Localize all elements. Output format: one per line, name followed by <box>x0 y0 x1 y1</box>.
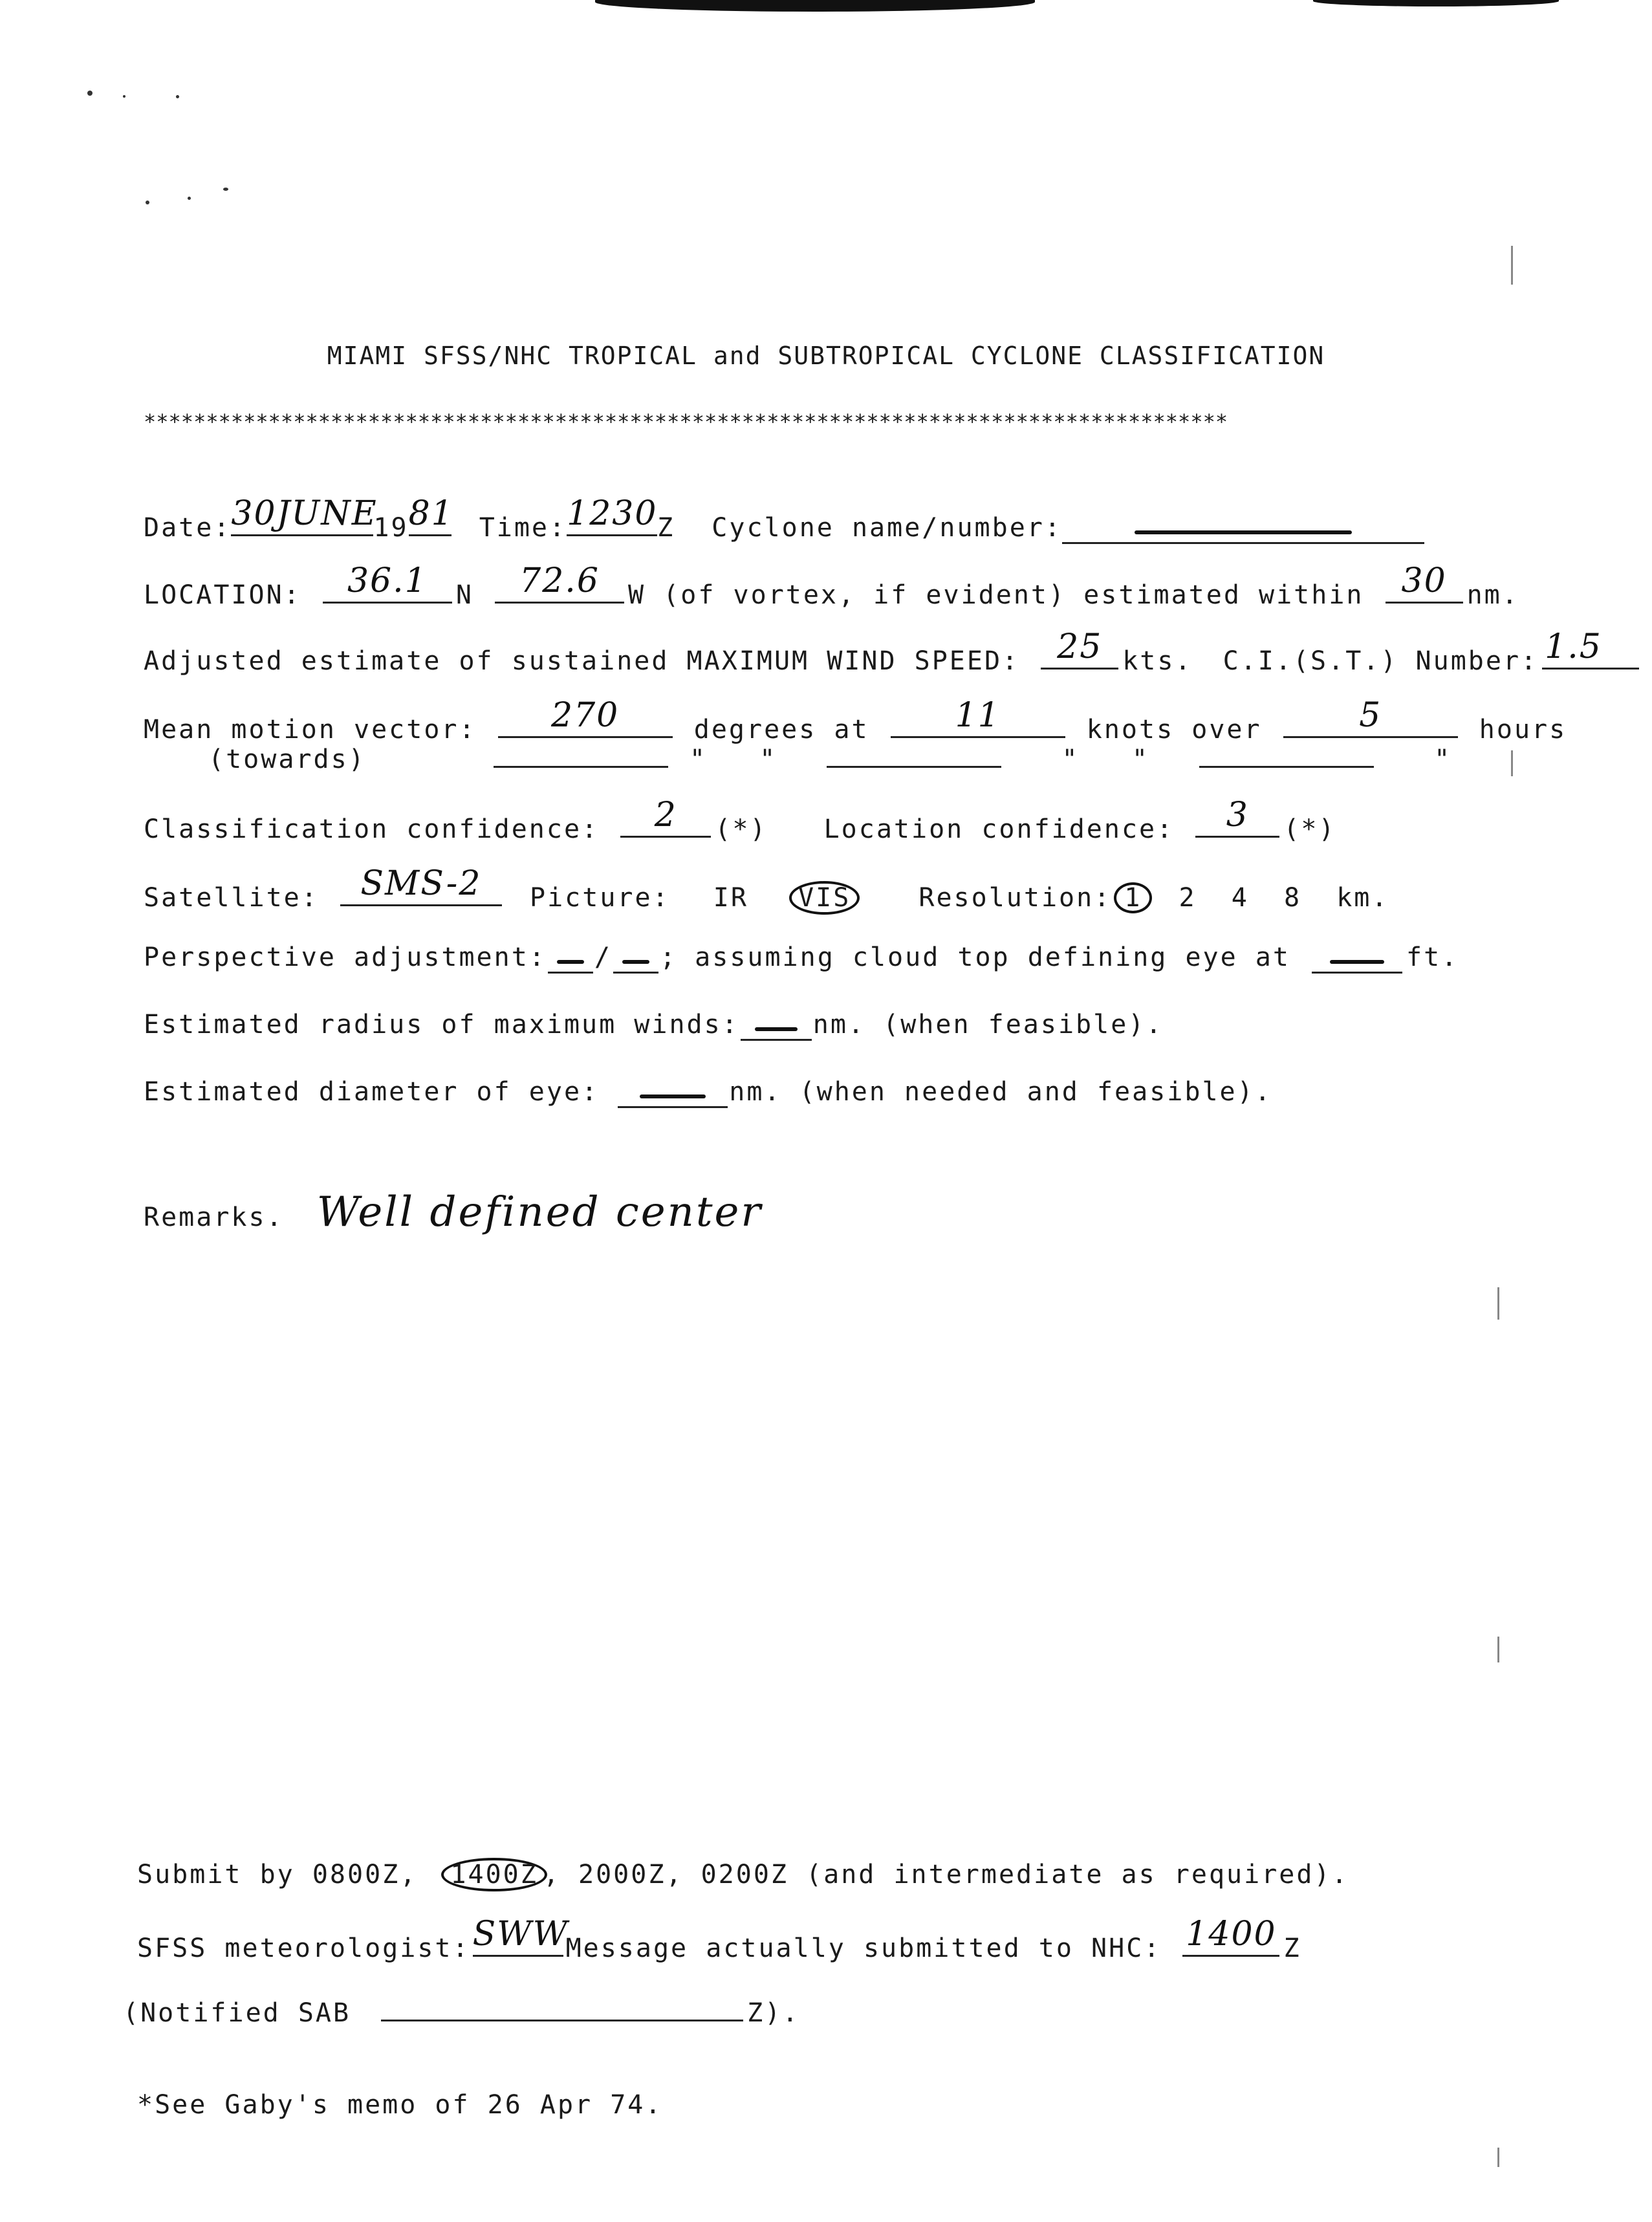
picture-vis-option-selected[interactable]: VIS <box>789 881 860 915</box>
radius-field[interactable] <box>741 1008 812 1041</box>
latitude-suffix: N <box>455 580 473 610</box>
meteorologist-field[interactable] <box>472 1915 569 1957</box>
perspective-field-1[interactable] <box>548 941 593 974</box>
resolution-options: 2 4 8 km. <box>1179 883 1389 913</box>
location-line <box>144 561 1555 612</box>
scan-speck <box>123 95 125 98</box>
radius-label: Estimated radius of maximum winds: <box>144 1010 739 1040</box>
motion-degrees-field[interactable] <box>498 696 673 738</box>
longitude-field[interactable] <box>495 561 624 604</box>
wind-speed-field[interactable] <box>1041 627 1118 670</box>
motion-knots-field[interactable] <box>891 696 1065 738</box>
motion-hours-field[interactable] <box>1283 696 1458 738</box>
motion-hours-value: 5 <box>1359 696 1382 735</box>
perspective-slash: / <box>594 942 612 972</box>
within-value: 30 <box>1401 561 1447 600</box>
year-value: 81 <box>408 494 454 533</box>
scan-edge-line <box>1511 246 1513 285</box>
towards-line <box>144 735 1555 776</box>
classification-confidence-field[interactable] <box>620 796 711 838</box>
notified-line <box>123 1988 1555 2030</box>
date-line <box>144 494 1555 545</box>
time-field[interactable] <box>567 494 658 536</box>
meteorologist-line <box>137 1915 1555 1965</box>
scan-speck <box>146 201 149 204</box>
submit-1400z-circled[interactable]: 1400Z <box>441 1858 547 1891</box>
star-divider: *************************************************************************************** <box>144 409 1228 434</box>
remarks-label: Remarks. <box>144 1203 284 1232</box>
message-submitted-suffix: Z <box>1283 1933 1301 1963</box>
year-prefix: 19 <box>373 513 409 543</box>
message-submitted-field[interactable] <box>1182 1915 1279 1957</box>
location-confidence-value: 3 <box>1226 796 1249 834</box>
towards-knots-field[interactable] <box>827 735 1001 768</box>
knots-label: knots over <box>1086 715 1262 745</box>
cloud-top-unit: ft. <box>1406 942 1459 972</box>
satellite-field[interactable] <box>340 864 502 906</box>
hours-label: hours <box>1479 715 1567 745</box>
motion-knots-value: 11 <box>955 696 1001 735</box>
date-label: Date: <box>144 513 232 543</box>
notified-label: (Notified SAB <box>123 1998 351 2028</box>
towards-label: (towards) <box>208 745 366 774</box>
message-submitted-label: Message actually submitted to NHC: <box>565 1933 1162 1963</box>
ci-number-value: 1.5 <box>1545 627 1602 666</box>
diameter-field[interactable] <box>618 1075 728 1108</box>
ci-number-field[interactable] <box>1542 627 1639 670</box>
diameter-label: Estimated diameter of eye: <box>144 1077 600 1107</box>
classification-confidence-value: 2 <box>654 796 677 834</box>
message-submitted-value: 1400 <box>1186 1915 1277 1954</box>
cyclone-label: Cyclone name/number: <box>712 513 1062 543</box>
satellite-value: SMS-2 <box>360 864 482 903</box>
wind-speed-value: 25 <box>1057 627 1103 666</box>
scan-top-edge-mark <box>595 0 1035 12</box>
perspective-line <box>144 941 1555 974</box>
perspective-label: Perspective adjustment: <box>144 942 547 972</box>
scan-top-edge-mark-right <box>1313 0 1559 6</box>
within-field[interactable] <box>1386 561 1463 604</box>
confidence-line <box>144 796 1555 846</box>
ditto-mark: " " <box>1061 745 1149 774</box>
within-unit: nm. <box>1466 580 1519 610</box>
diameter-unit: nm. (when needed and feasible). <box>729 1077 1272 1107</box>
scan-edge-line <box>1497 2148 1499 2167</box>
resolution-label: Resolution: <box>918 883 1112 913</box>
degrees-label: degrees at <box>693 715 869 745</box>
location-confidence-field[interactable] <box>1195 796 1279 838</box>
picture-ir-option[interactable]: IR <box>713 883 748 913</box>
latitude-value: 36.1 <box>347 561 428 600</box>
location-footnote-mark: (*) <box>1283 814 1336 844</box>
time-suffix: Z <box>657 513 675 543</box>
perspective-mid-text: ; assuming cloud top defining eye at <box>659 942 1290 972</box>
scan-edge-line <box>1497 1637 1499 1662</box>
picture-label: Picture: <box>530 883 670 913</box>
perspective-field-2[interactable] <box>613 941 658 974</box>
form-title: MIAMI SFSS/NHC TROPICAL and SUBTROPICAL CYCLONE CLASSIFICATION <box>327 342 1325 370</box>
date-value: 30JUNE <box>231 494 378 533</box>
remarks-value[interactable]: Well defined center <box>316 1188 763 1236</box>
date-field[interactable] <box>231 494 378 536</box>
radius-line <box>144 1008 1555 1041</box>
scan-speck <box>176 95 179 98</box>
longitude-suffix: W (of vortex, if evident) estimated within <box>628 580 1364 610</box>
ci-number-label: C.I.(S.T.) Number: <box>1223 646 1539 676</box>
satellite-line <box>144 864 1555 915</box>
meteorologist-value: SWW <box>472 1915 569 1954</box>
year-field[interactable] <box>408 494 454 536</box>
wind-speed-label: Adjusted estimate of sustained MAXIMUM WIND SPEED: <box>144 646 1020 676</box>
cyclone-name-field[interactable] <box>1062 511 1424 544</box>
latitude-field[interactable] <box>323 561 452 604</box>
diameter-line <box>144 1075 1555 1109</box>
resolution-1-selected[interactable]: 1 <box>1114 882 1152 913</box>
towards-hours-field[interactable] <box>1199 735 1374 768</box>
notified-sab-field[interactable] <box>381 1988 743 2021</box>
longitude-value: 72.6 <box>519 561 600 600</box>
notified-suffix: Z). <box>747 1998 800 2028</box>
ditto-mark: " " <box>689 745 777 774</box>
time-label: Time: <box>479 513 567 543</box>
location-label: LOCATION: <box>144 580 301 610</box>
scan-speck <box>188 197 191 200</box>
submit-line <box>137 1858 1555 1891</box>
scan-edge-line <box>1497 1287 1499 1320</box>
cloud-top-height-field[interactable] <box>1312 941 1402 974</box>
footnote: *See Gaby's memo of 26 Apr 74. <box>137 2090 663 2120</box>
ditto-mark-single: " <box>1434 745 1452 774</box>
scan-speck <box>223 188 228 191</box>
remarks-line <box>144 1188 1555 1236</box>
classification-confidence-label: Classification confidence: <box>144 814 600 844</box>
radius-unit: nm. (when feasible). <box>812 1010 1164 1040</box>
time-value: 1230 <box>567 494 658 533</box>
motion-degrees-value: 270 <box>551 696 620 735</box>
wind-speed-line <box>144 627 1602 678</box>
motion-label: Mean motion vector: <box>144 715 477 745</box>
classification-footnote-mark: (*) <box>715 814 768 844</box>
location-confidence-label: Location confidence: <box>823 814 1175 844</box>
towards-degrees-field[interactable] <box>494 735 668 768</box>
meteorologist-label: SFSS meteorologist: <box>137 1933 470 1963</box>
wind-speed-unit: kts. <box>1122 646 1193 676</box>
satellite-label: Satellite: <box>144 883 319 913</box>
scan-speck <box>87 91 92 96</box>
submit-suffix: , 2000Z, 0200Z (and intermediate as required). <box>543 1860 1349 1890</box>
submit-prefix: Submit by 0800Z, <box>137 1860 418 1890</box>
